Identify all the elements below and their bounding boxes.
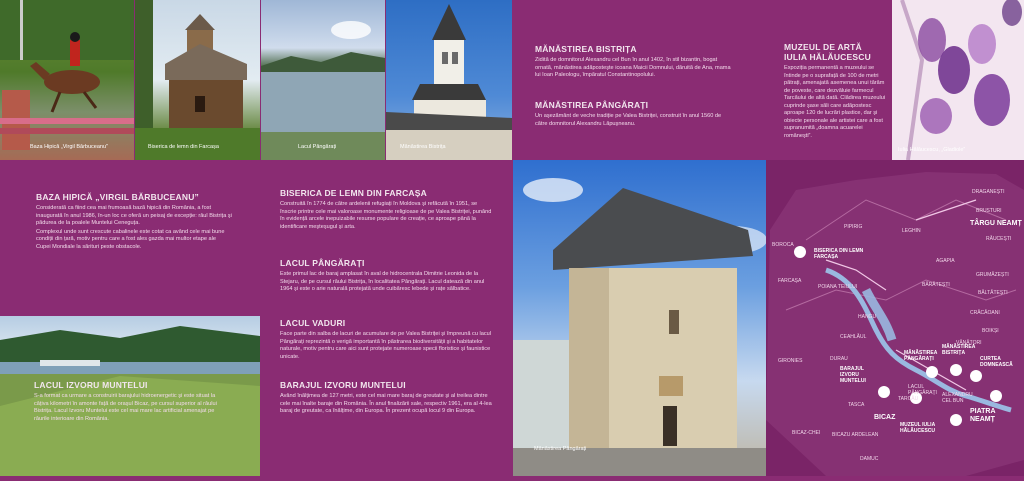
map-label: BĂLTĂTEȘTI xyxy=(978,290,1008,296)
gladiolus-illustration xyxy=(892,0,1024,160)
photo-gladiolus-painting xyxy=(892,0,1024,160)
map-label: CRĂCĂOANI xyxy=(970,310,1000,316)
section-text: Construitã în 1774 de cãtre ardelenii refugiați în Moldova şi refãcutã în 1951, se înscrie printre cele mai valoroase monumente religioase de pe Valea Bistriței, punând în evidențã arcele inepuizabile resurse populare de creație, ce aproape pânã la identificare meşteşugul şi arta. xyxy=(280,201,492,230)
section-title: BARAJUL IZVORU MUNTELUI xyxy=(280,380,406,390)
monastery-bistrita-marker xyxy=(950,364,962,376)
monastery-building-illustration xyxy=(513,160,766,476)
map-label: DAMUC xyxy=(860,456,879,462)
section-text: Expoziția permanentã a muzeului se întinde pe o suprafațã de 100 de metri pãtrați, amenajatã asemenea unui târâm de poveste, care dezvãluie farmecul Tarcãului de altã datã. Clãdirea muzeului cuprinde şase sãli care adãpostesc aproape 120 de lucrãri plastice, dar şi obiecte personale ale artistei care a fost supranumitã „doamna acuarelei româneşti”. xyxy=(784,65,886,139)
map-label-pangarati: MĂNĂSTIREA PÂNGĂRAȚI xyxy=(904,350,938,362)
map-label: BĂRĂTEȘTI xyxy=(922,282,950,288)
photo-caption-horse: Baza Hipică „Virgil Bărbuceanu” xyxy=(30,144,108,150)
photo-wooden-church xyxy=(135,0,260,160)
map-label: BRUSTURI xyxy=(976,208,1002,214)
map-label: ALEXANDRU CEL BUN xyxy=(942,392,973,404)
section-title: LACUL IZVORU MUNTELUI xyxy=(34,380,148,390)
map-label: VÂNĂTORI xyxy=(956,340,982,346)
photo-caption-pangarati: Mănăstirea Pângărați xyxy=(534,446,587,452)
section-art-museum xyxy=(784,42,886,140)
photo-caption-lake: Lacul Pângărați xyxy=(298,144,337,150)
map-label: TÂRGU NEAMȚ xyxy=(970,220,1022,227)
section-title: MĂNĂSTIREA PÂNGĂRAȚI xyxy=(535,100,649,110)
region-map xyxy=(766,160,1024,476)
museum-marker xyxy=(950,414,962,426)
map-label: BOROCA xyxy=(772,242,794,248)
map-label: POIANA TEIULUI xyxy=(818,284,858,290)
section-text: Este primul lac de baraj amplasat în aval de hidrocentrala Dimitrie Leonida de la Stejaru, de pe cursul râului Bistrița, în localitatea Pângãrați. Lacul dateazã din anul 1964 şi este o arie naturalã protejatã unde cuibãresc lebede şi rațe sãlbatice. xyxy=(280,271,485,292)
section-text: Ziditã de domnitorul Alexandru cel Bun în anul 1402, în stil bizantin, bogat ornatã, mãnãstirea adãposteşte icoana Maicii Domnului, dãruitã de Ana, mama lui Ioan Paleologu, împãratul Constantinopolului. xyxy=(535,57,731,78)
section-wooden-church xyxy=(280,188,495,231)
section-horse-base xyxy=(36,192,232,251)
dam-marker xyxy=(878,386,890,398)
map-label-museum: MUZEUL IULIA HĂLĂUCESCU xyxy=(900,422,935,434)
section-title: MUZEUL DE ARTĂ IULIA HĂLĂUCESCU xyxy=(784,42,871,62)
map-label: AGAPIA xyxy=(936,258,955,264)
section-izvoru-dam xyxy=(280,380,495,416)
section-bistrita-monastery xyxy=(535,44,735,80)
photo-pangarati-lake xyxy=(261,0,385,160)
section-text: Face parte din salba de lacuri de acumulare de pe Valea Bistriței şi împreunã cu lacul Pângãrați reprezintã o verigã importantã în pãstrarea biodiversitãții şi a habitatelor naturale, motiv pentru care aici sunt protejate numeroase specii floristice şi faunistice unicate. xyxy=(280,331,492,360)
map-label-bicaz: BICAZ xyxy=(874,414,896,421)
section-pangarati-monastery xyxy=(535,100,735,128)
horse-rider-illustration xyxy=(0,0,134,160)
photo-caption-gladiolus: Iulia Hălăucescu, „Gladiole” xyxy=(898,147,966,153)
section-text: Având înãlțimea de 127 metri, este cel mai mare baraj de greutate şi al treilea dintre cele mai înalte baraje din România. În anul finalizãrii sale, respectiv 1961, era al 4-lea baraj de greutate, ca înãlțime, din Europa. În prezent ocupã locul 9 din Europa. xyxy=(280,393,492,414)
lake-illustration xyxy=(261,0,385,160)
map-label: TASCA xyxy=(848,402,865,408)
monastery-tower-illustration xyxy=(386,0,512,160)
map-label: BICAZ-CHEI xyxy=(792,430,821,436)
photo-caption-bistrita: Mănăstirea Bistrița xyxy=(400,144,446,150)
section-title: BAZA HIPICĂ „VIRGIL BĂRBUCEANU” xyxy=(36,192,199,202)
monastery-pangarati-marker xyxy=(926,366,938,378)
map-label: CEAHLĂUL xyxy=(840,334,867,340)
section-vaduri-lake xyxy=(280,318,495,361)
wooden-church-illustration xyxy=(135,0,260,160)
map-label: PIPIRIG xyxy=(844,224,863,230)
section-title: BISERICA DE LEMN DIN FARCAȘA xyxy=(280,188,427,198)
section-title: MĂNĂSTIREA BISTRIȚA xyxy=(535,44,637,54)
section-text: Un aşezãmânt de veche tradiție pe Valea Bistriței, construit în anul 1560 de cãtre domnitorul Alexandru Lãpuşneanu. xyxy=(535,113,722,127)
middle-column xyxy=(260,160,513,476)
map-label-curtea: CURTEA DOMNEASCĂ xyxy=(980,356,1013,368)
section-title: LACUL PÂNGĂRAȚI xyxy=(280,258,365,268)
map-label-dam: BARAJUL IZVORU MUNTELUI xyxy=(840,366,866,384)
section-text-2: Complexul unde sunt crescute cabalinele este cotat ca având cele mai bune condiții din țarã, motiv pentru care a fost ales gazda mai multor etape ale Cupei Mondiale la sãrituri peste obstacole. xyxy=(36,228,225,250)
map-label: LACUL PÂNGĂRAȚI xyxy=(908,384,937,396)
section-text: S-a format ca urmare a construirii barajului hidroenergetic şi este situat la câțiva kilometri în amonte fațã de oraşul Bicaz, pe cursul superior al râului Bistrița. Lacul Izvoru Muntelui este cel mai mare lac artificial amenajat pe râurile interioare din România. xyxy=(34,393,217,422)
map-label-piatra: PIATRA NEAMȚ xyxy=(970,408,996,423)
map-label: BICAZU ARDELEAN xyxy=(832,432,879,438)
map-label-church: BISERICA DIN LEMN FARCAȘA xyxy=(814,248,864,260)
photo-pangarati-monastery xyxy=(513,160,766,476)
map-label: HANGU xyxy=(858,314,877,320)
section-title: LACUL VADURI xyxy=(280,318,346,328)
map-label: DRAGANEȘTI xyxy=(972,189,1005,195)
section-text: Consideratã ca fiind cea mai frumoasã bazã hipicã din România, a fost inauguratã în anul 1986, în-un loc ce oferã un peisaj de excepție: râul Bistrița şi pãdurea de la poalele Muntelui Ceneguța. xyxy=(36,205,232,226)
section-izvoru-lake xyxy=(34,380,230,423)
map-label-bistrita: MĂNĂSTIREA BISTRIȚA xyxy=(942,344,976,356)
photo-caption-church: Biserica de lemn din Farcașa xyxy=(148,144,219,150)
map-label: LEGHIN xyxy=(902,228,921,234)
piatra-neamt-marker xyxy=(990,390,1002,402)
photo-horse-show xyxy=(0,0,134,160)
map-label: BOIKȘI xyxy=(982,328,999,334)
map-label: FARCAȘA xyxy=(778,278,802,284)
top-right-panel xyxy=(513,0,891,160)
map-label: GIRONIES xyxy=(778,358,803,364)
map-label: GRUMĂZEȘTI xyxy=(976,272,1009,278)
map-label: DURAU xyxy=(830,356,848,362)
map-label: TARCĂU xyxy=(898,396,919,402)
curtea-domneasca-marker xyxy=(970,370,982,382)
section-pangarati-lake xyxy=(280,258,495,294)
church-map-marker xyxy=(794,246,806,258)
photo-bistrita-monastery xyxy=(386,0,512,160)
map-label: RĂUCEȘTI xyxy=(986,236,1012,242)
